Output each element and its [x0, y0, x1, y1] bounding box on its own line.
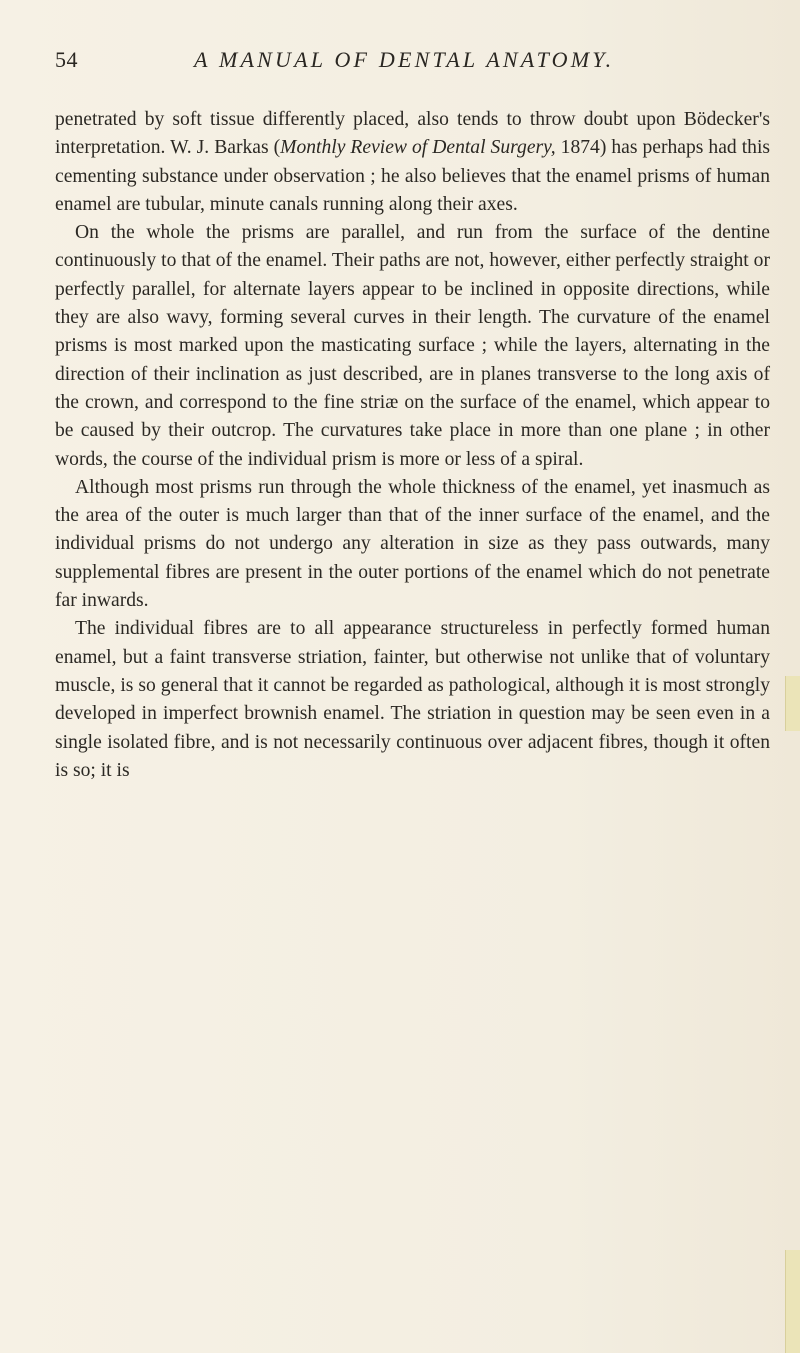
- paragraph-3: Although most prisms run through the whole thickness of the enamel, yet inasmuch as the area of the outer is much larger than that of the inner surface of the enamel, and the individual prisms do not undergo any alteration in size as they pass outwards, many supplemental fibres are present in the outer portions of the enamel which do not penetrate far inwards.: [55, 476, 770, 612]
- journal-title: Monthly Review of Dental Surgery,: [280, 137, 556, 159]
- page-header: [55, 47, 755, 79]
- paragraph-2: On the whole the prisms are parallel, and run from the surface of the dentine continuously to that of the enamel. Their paths are not, however, either perfectly straight or perfectly parallel, for alternate layers appear to be inclined in opposite directions, while they are also wavy, forming several curves in their length. The curvature of the enamel prisms is most marked upon the masticating surface ; while the layers, alternating in the direction of their inclination as just described, are in planes transverse to the long axis of the crown, and correspond to the fine striæ on the surface of the enamel, which appear to be caused by their outcrop. The curvatures take place in more than one plane ; in other words, the course of the individual prism is more or less of a spiral.: [55, 222, 770, 470]
- body-text: [55, 106, 770, 785]
- page-edge-stain-lower: [785, 1250, 800, 1353]
- running-title: A MANUAL OF DENTAL ANATOMY.: [194, 47, 615, 72]
- paragraph-1-text-end: 1874) has perhaps had this cementing substance under observation ; he also believes that the enamel prisms of human enamel are tubular, minute canals running along their axes.: [55, 137, 771, 215]
- paragraph-4: The individual fibres are to all appearance structureless in perfectly formed human enamel, but a faint transverse striation, fainter, but otherwise not unlike that of voluntary muscle, is so general that it cannot be regarded as pathological, although it is most strongly developed in imperfect brownish enamel. The striation in question may be seen even in a single isolated fibre, and is not necessarily continuous over adjacent fibres, though it often is so; it is: [55, 618, 770, 781]
- page-number: 54: [55, 47, 78, 72]
- paragraph-1: [55, 106, 770, 219]
- page-edge-stain: [785, 676, 800, 731]
- paragraph-1-text-start: penetrated by soft tissue differently placed, also tends to throw doubt upon Bödecker's interpretation. W. J. Barkas (: [55, 109, 770, 159]
